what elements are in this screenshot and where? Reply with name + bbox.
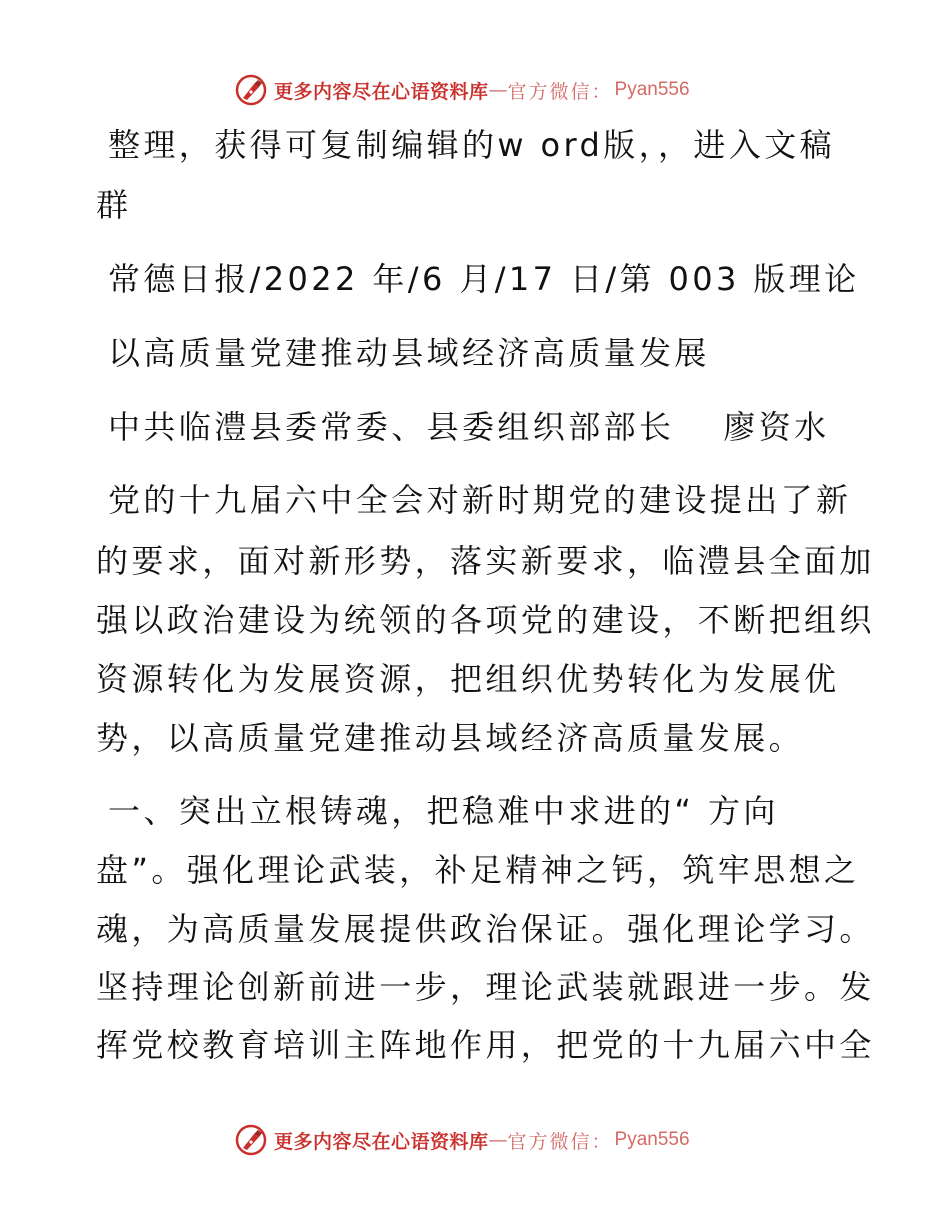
paragraph-2-line-2: 盘”。强化理论武装，补足精神之钙，筑牢思想之 (96, 851, 860, 889)
watermark-official-label: 官方微信： (507, 1130, 613, 1153)
paragraph-1-line-2: 的要求，面对新形势，落实新要求，临澧县全面加 (96, 542, 875, 580)
watermark-brand-text: 更多内容尽在心语资料库 (274, 80, 489, 103)
paragraph-2-line-5: 挥党校教育培训主阵地作用，把党的十九届六中全 (96, 1026, 875, 1064)
paragraph-2-line-4: 坚持理论创新前进一步，理论武装就跟进一步。发 (96, 968, 875, 1006)
intro-line-2: 群 (96, 186, 132, 224)
paragraph-1-line-5: 势，以高质量党建推动县域经济高质量发展。 (96, 719, 805, 757)
paragraph-2-line-1: 一、突出立根铸魂，把稳难中求进的“ 方向 (108, 792, 779, 830)
author-line: 中共临澧县委常委、县委组织部部长 廖资水 (108, 408, 830, 446)
watermark-wechat-id: Pyan556 (614, 1129, 690, 1150)
paragraph-1-line-4: 资源转化为发展资源，把组织优势转化为发展优 (96, 660, 840, 698)
pen-nib-logo-icon (234, 73, 268, 107)
paragraph-1-line-1: 党的十九届六中全会对新时期党的建设提出了新 (108, 481, 852, 519)
intro-line-1: 整理，获得可复制编辑的w ord版，，进入文稿 (108, 126, 836, 164)
paragraph-2-line-3: 魂，为高质量发展提供政治保证。强化理论学习。 (96, 910, 875, 948)
watermark-official-label: 官方微信： (507, 80, 613, 103)
source-line: 常德日报/2022 年/6 月/17 日/第 003 版理论 (108, 260, 860, 298)
pen-nib-logo-icon (234, 1123, 268, 1157)
footer-watermark (234, 1122, 690, 1158)
watermark-dash: — (488, 1129, 508, 1151)
watermark-wechat-id: Pyan556 (614, 79, 690, 100)
watermark-brand-text: 更多内容尽在心语资料库 (274, 1130, 489, 1153)
article-title: 以高质量党建推动县域经济高质量发展 (108, 334, 710, 372)
watermark-dash: — (488, 79, 508, 101)
paragraph-1-line-3: 强以政治建设为统领的各项党的建设，不断把组织 (96, 601, 875, 639)
header-watermark (234, 72, 690, 108)
